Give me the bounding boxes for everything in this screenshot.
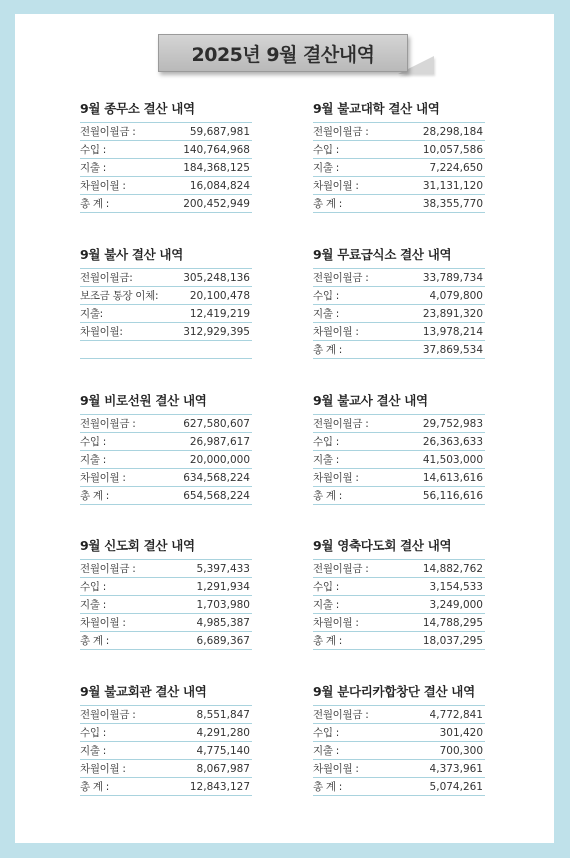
row-value: 700,300: [439, 744, 483, 757]
row-value: 29,752,983: [422, 417, 483, 430]
row-value: 634,568,224: [183, 471, 250, 484]
section-rows: [80, 559, 252, 650]
row-label: 총 계 :: [80, 635, 109, 647]
section-7: [313, 537, 485, 650]
ledger-row: [313, 305, 485, 323]
ledger-row: [80, 487, 252, 505]
ledger-row: [80, 706, 252, 724]
section-title: 9월 불교사 결산 내역: [313, 393, 428, 408]
row-label: 차월이월 :: [80, 763, 126, 775]
row-value: 5,074,261: [429, 780, 483, 793]
section-0: [80, 100, 252, 213]
ledger-row: [313, 195, 485, 213]
row-value: 10,057,586: [422, 143, 483, 156]
section-rows: [80, 705, 252, 796]
row-label: 차월이월:: [80, 326, 123, 338]
ledger-row: [80, 159, 252, 177]
ledger-row: [80, 560, 252, 578]
row-label: 수입 :: [80, 727, 106, 739]
row-label: 총 계 :: [313, 635, 342, 647]
section-rows: [313, 414, 485, 505]
ledger-row: [80, 632, 252, 650]
ledger-row: [313, 742, 485, 760]
ledger-row: [80, 269, 252, 287]
row-value: 33,789,734: [422, 271, 483, 284]
ledger-row: [313, 724, 485, 742]
section-4: [80, 392, 252, 505]
row-label: 전월이월금 :: [80, 709, 136, 721]
row-label: 지출 :: [313, 745, 339, 757]
row-value: 14,788,295: [422, 616, 483, 629]
ledger-row: [80, 760, 252, 778]
ledger-row: [80, 195, 252, 213]
title-banner: [158, 34, 434, 76]
row-label: 수입 :: [80, 436, 106, 448]
row-label: 차월이월 :: [80, 472, 126, 484]
ledger-row: [313, 159, 485, 177]
row-value: 14,613,616: [422, 471, 483, 484]
section-5: [313, 392, 485, 505]
section-title: 9월 불교대학 결산 내역: [313, 101, 440, 116]
ledger-row: [80, 415, 252, 433]
row-label: 지출 :: [313, 162, 339, 174]
row-value: 4,373,961: [429, 762, 483, 775]
ledger-row: [313, 341, 485, 359]
ledger-row: [80, 742, 252, 760]
ledger-row: [80, 177, 252, 195]
ledger-row: [313, 560, 485, 578]
row-label: 차월이월 :: [313, 180, 359, 192]
row-value: 1,291,934: [196, 580, 250, 593]
ledger-row: [313, 596, 485, 614]
ledger-row: [313, 415, 485, 433]
row-value: 12,843,127: [189, 780, 250, 793]
row-label: 전월이월금 :: [313, 563, 369, 575]
ledger-row: [80, 724, 252, 742]
row-label: 지출 :: [313, 308, 339, 320]
row-value: 13,978,214: [422, 325, 483, 338]
row-value: 18,037,295: [422, 634, 483, 647]
row-value: 20,000,000: [189, 453, 250, 466]
row-value: 140,764,968: [183, 143, 250, 156]
section-title: 9월 비로선원 결산 내역: [80, 393, 207, 408]
row-label: 지출:: [80, 308, 103, 320]
section-rows: [80, 414, 252, 505]
ledger-row: [313, 323, 485, 341]
row-label: 지출 :: [313, 454, 339, 466]
ledger-row: [313, 123, 485, 141]
row-value: 8,067,987: [196, 762, 250, 775]
ledger-row: [80, 433, 252, 451]
section-title: 9월 무료급식소 결산 내역: [313, 247, 452, 262]
row-value: 7,224,650: [429, 161, 483, 174]
row-value: 301,420: [439, 726, 483, 739]
ledger-row: [80, 596, 252, 614]
section-title: 9월 불교회관 결산 내역: [80, 684, 207, 699]
row-value: 4,775,140: [196, 744, 250, 757]
row-label: 총 계 :: [80, 198, 109, 210]
section-3: [313, 246, 485, 359]
row-label: 보조금 통장 이체:: [80, 290, 159, 302]
row-value: 28,298,184: [422, 125, 483, 138]
ledger-row: [313, 760, 485, 778]
ledger-row: [80, 341, 252, 359]
section-title: 9월 신도회 결산 내역: [80, 538, 195, 553]
section-rows: [313, 705, 485, 796]
ledger-row: [80, 323, 252, 341]
row-value: 16,084,824: [189, 179, 250, 192]
ledger-row: [80, 305, 252, 323]
row-value: 312,929,395: [183, 325, 250, 338]
ledger-row: [313, 177, 485, 195]
section-rows: [80, 122, 252, 213]
row-value: 654,568,224: [183, 489, 250, 502]
row-label: 총 계 :: [313, 344, 342, 356]
ledger-row: [80, 451, 252, 469]
row-label: 수입 :: [80, 581, 106, 593]
row-value: 23,891,320: [422, 307, 483, 320]
ledger-row: [313, 269, 485, 287]
row-value: 14,882,762: [422, 562, 483, 575]
row-label: 전월이월금 :: [313, 709, 369, 721]
row-value: 26,363,633: [422, 435, 483, 448]
row-label: 수입 :: [313, 290, 339, 302]
row-value: 1,703,980: [196, 598, 250, 611]
row-label: 총 계 :: [313, 781, 342, 793]
row-label: 전월이월금 :: [80, 126, 136, 138]
row-label: 전월이월금 :: [80, 563, 136, 575]
section-title: 9월 분다리카합창단 결산 내역: [313, 684, 475, 699]
row-value: 4,079,800: [429, 289, 483, 302]
ledger-row: [80, 141, 252, 159]
row-label: 전월이월금 :: [80, 418, 136, 430]
ledger-row: [80, 614, 252, 632]
ledger-row: [313, 706, 485, 724]
section-6: [80, 537, 252, 650]
section-rows: [313, 559, 485, 650]
ledger-row: [313, 614, 485, 632]
row-label: 지출 :: [80, 162, 106, 174]
row-value: 4,291,280: [196, 726, 250, 739]
section-8: [80, 683, 252, 796]
ledger-row: [80, 469, 252, 487]
ledger-row: [80, 287, 252, 305]
page-title: 2025년 9월 결산내역: [158, 34, 408, 72]
section-1: [313, 100, 485, 213]
row-value: 26,987,617: [189, 435, 250, 448]
row-label: 차월이월 :: [313, 472, 359, 484]
row-value: 56,116,616: [422, 489, 483, 502]
row-value: 31,131,120: [422, 179, 483, 192]
row-value: 20,100,478: [189, 289, 250, 302]
ledger-row: [80, 778, 252, 796]
ledger-row: [80, 123, 252, 141]
section-title: 9월 영축다도회 결산 내역: [313, 538, 452, 553]
ledger-row: [80, 578, 252, 596]
row-label: 차월이월 :: [313, 326, 359, 338]
row-value: 6,689,367: [196, 634, 250, 647]
section-title: 9월 종무소 결산 내역: [80, 101, 195, 116]
row-label: 전월이월금:: [80, 272, 133, 284]
row-value: 627,580,607: [183, 417, 250, 430]
ledger-row: [313, 433, 485, 451]
row-label: 수입 :: [313, 436, 339, 448]
section-rows: [313, 268, 485, 359]
row-label: 수입 :: [80, 144, 106, 156]
row-label: 차월이월 :: [80, 617, 126, 629]
row-value: 5,397,433: [196, 562, 250, 575]
ledger-row: [313, 141, 485, 159]
row-value: 8,551,847: [196, 708, 250, 721]
row-label: 총 계 :: [313, 198, 342, 210]
row-label: 전월이월금 :: [313, 126, 369, 138]
section-rows: [313, 122, 485, 213]
ledger-row: [313, 578, 485, 596]
section-2: [80, 246, 252, 359]
row-label: 전월이월금 :: [313, 272, 369, 284]
row-value: 305,248,136: [183, 271, 250, 284]
row-value: 3,154,533: [429, 580, 483, 593]
row-value: 3,249,000: [429, 598, 483, 611]
row-value: 4,772,841: [429, 708, 483, 721]
row-value: 59,687,981: [189, 125, 250, 138]
ledger-row: [313, 632, 485, 650]
ledger-row: [313, 487, 485, 505]
section-9: [313, 683, 485, 796]
row-label: 차월이월 :: [313, 617, 359, 629]
ledger-row: [313, 469, 485, 487]
ledger-row: [313, 287, 485, 305]
row-label: 수입 :: [313, 144, 339, 156]
row-label: 차월이월 :: [313, 763, 359, 775]
section-rows: [80, 268, 252, 359]
ledger-row: [313, 451, 485, 469]
row-label: 수입 :: [313, 727, 339, 739]
row-label: 지출 :: [80, 599, 106, 611]
ledger-row: [313, 778, 485, 796]
row-value: 12,419,219: [189, 307, 250, 320]
section-title: 9월 불사 결산 내역: [80, 247, 183, 262]
row-label: 차월이월 :: [80, 180, 126, 192]
row-value: 200,452,949: [183, 197, 250, 210]
row-value: 38,355,770: [422, 197, 483, 210]
row-label: 총 계 :: [80, 490, 109, 502]
row-label: 수입 :: [313, 581, 339, 593]
row-label: 지출 :: [80, 745, 106, 757]
row-value: 41,503,000: [422, 453, 483, 466]
row-label: 지출 :: [313, 599, 339, 611]
row-label: 총 계 :: [80, 781, 109, 793]
row-label: 전월이월금 :: [313, 418, 369, 430]
row-value: 4,985,387: [196, 616, 250, 629]
row-value: 37,869,534: [422, 343, 483, 356]
row-value: 184,368,125: [183, 161, 250, 174]
row-label: 총 계 :: [313, 490, 342, 502]
row-label: 지출 :: [80, 454, 106, 466]
